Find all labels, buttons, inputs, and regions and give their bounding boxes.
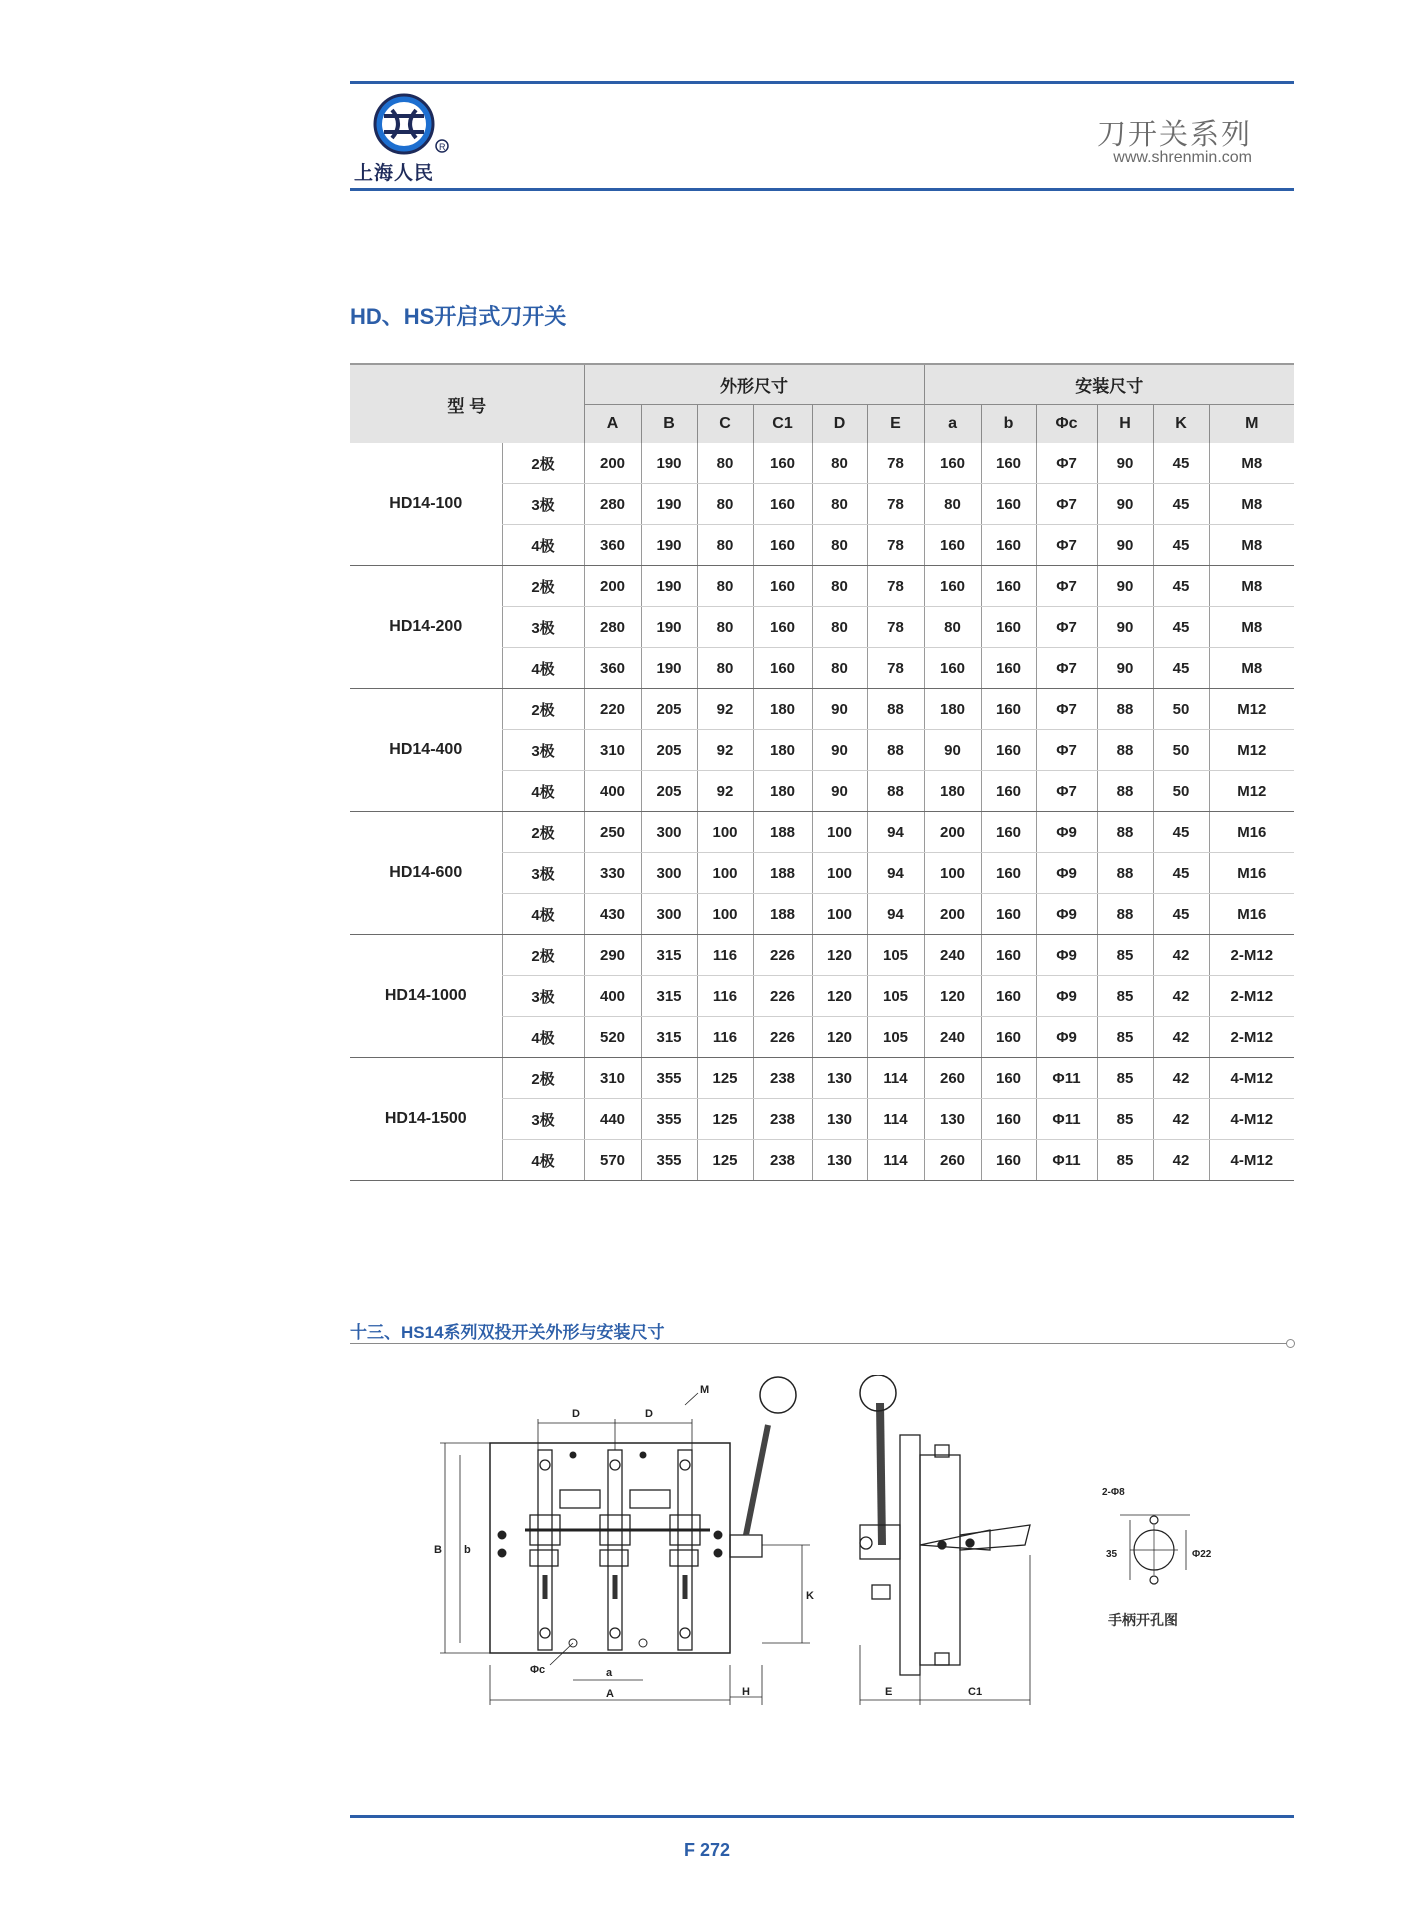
value-cell: 90	[1097, 525, 1153, 566]
value-cell: Φ7	[1036, 525, 1097, 566]
value-cell: 45	[1153, 894, 1209, 935]
value-cell: 300	[641, 853, 697, 894]
table-body	[350, 443, 1294, 1181]
value-cell: 85	[1097, 976, 1153, 1017]
value-cell: 400	[584, 771, 641, 812]
value-cell: Φ7	[1036, 771, 1097, 812]
value-cell: 92	[697, 730, 753, 771]
pole-cell: 2极	[502, 1058, 584, 1099]
section-title: HD、HS开启式刀开关	[350, 304, 567, 329]
pole-cell: 2极	[502, 443, 584, 484]
dim-label-35: 35	[1106, 1549, 1118, 1560]
value-cell: 238	[753, 1140, 812, 1181]
value-cell: 238	[753, 1058, 812, 1099]
value-cell: 190	[641, 648, 697, 689]
value-cell: M8	[1209, 648, 1294, 689]
front-view	[434, 1377, 814, 1705]
value-cell: 310	[584, 1058, 641, 1099]
value-cell: 90	[812, 771, 867, 812]
value-cell: 85	[1097, 1058, 1153, 1099]
value-cell: 188	[753, 853, 812, 894]
value-cell: 116	[697, 935, 753, 976]
value-cell: 160	[753, 607, 812, 648]
value-cell: 160	[981, 935, 1036, 976]
value-cell: 42	[1153, 1017, 1209, 1058]
value-cell: 160	[981, 1140, 1036, 1181]
table-row	[350, 443, 1294, 484]
column-header: C	[697, 405, 753, 444]
value-cell: 105	[867, 935, 924, 976]
pole-cell: 4极	[502, 1017, 584, 1058]
value-cell: M12	[1209, 771, 1294, 812]
value-cell: 240	[924, 935, 981, 976]
value-cell: 100	[924, 853, 981, 894]
table-row	[350, 566, 1294, 607]
value-cell: 80	[697, 566, 753, 607]
value-cell: 85	[1097, 1140, 1153, 1181]
model-cell: HD14-200	[350, 566, 502, 689]
value-cell: 160	[924, 525, 981, 566]
value-cell: 120	[812, 976, 867, 1017]
value-cell: M12	[1209, 730, 1294, 771]
value-cell: M8	[1209, 525, 1294, 566]
value-cell: 360	[584, 525, 641, 566]
dim-label-E: E	[885, 1686, 893, 1698]
value-cell: 80	[812, 443, 867, 484]
value-cell: 80	[697, 607, 753, 648]
value-cell: 160	[753, 484, 812, 525]
value-cell: 78	[867, 648, 924, 689]
dim-label-H: H	[742, 1686, 750, 1698]
value-cell: 190	[641, 566, 697, 607]
value-cell: 2-M12	[1209, 976, 1294, 1017]
value-cell: 2-M12	[1209, 1017, 1294, 1058]
table-row	[350, 812, 1294, 853]
value-cell: Φ9	[1036, 976, 1097, 1017]
value-cell: 200	[584, 566, 641, 607]
value-cell: 200	[584, 443, 641, 484]
value-cell: 88	[1097, 730, 1153, 771]
value-cell: 160	[981, 730, 1036, 771]
value-cell: 45	[1153, 853, 1209, 894]
pole-cell: 2极	[502, 812, 584, 853]
value-cell: 100	[697, 894, 753, 935]
value-cell: 85	[1097, 1099, 1153, 1140]
value-cell: 260	[924, 1140, 981, 1181]
value-cell: 45	[1153, 484, 1209, 525]
value-cell: 205	[641, 771, 697, 812]
value-cell: 125	[697, 1140, 753, 1181]
pole-cell: 2极	[502, 935, 584, 976]
value-cell: 130	[812, 1058, 867, 1099]
value-cell: M16	[1209, 894, 1294, 935]
value-cell: 105	[867, 976, 924, 1017]
value-cell: 90	[812, 730, 867, 771]
value-cell: 2-M12	[1209, 935, 1294, 976]
value-cell: 315	[641, 1017, 697, 1058]
value-cell: 85	[1097, 1017, 1153, 1058]
value-cell: 125	[697, 1099, 753, 1140]
value-cell: 200	[924, 894, 981, 935]
value-cell: 88	[1097, 771, 1153, 812]
value-cell: 160	[924, 566, 981, 607]
value-cell: 114	[867, 1099, 924, 1140]
pole-cell: 4极	[502, 1140, 584, 1181]
column-header: Φc	[1036, 405, 1097, 444]
value-cell: 226	[753, 1017, 812, 1058]
value-cell: 116	[697, 976, 753, 1017]
value-cell: 80	[812, 566, 867, 607]
value-cell: 78	[867, 484, 924, 525]
value-cell: 520	[584, 1017, 641, 1058]
pole-cell: 2极	[502, 689, 584, 730]
value-cell: Φ7	[1036, 443, 1097, 484]
value-cell: 160	[753, 648, 812, 689]
value-cell: 300	[641, 894, 697, 935]
value-cell: 88	[867, 689, 924, 730]
value-cell: 120	[924, 976, 981, 1017]
value-cell: 355	[641, 1099, 697, 1140]
column-header: C1	[753, 405, 812, 444]
value-cell: 160	[981, 443, 1036, 484]
column-header: H	[1097, 405, 1153, 444]
model-cell: HD14-1000	[350, 935, 502, 1058]
value-cell: Φ9	[1036, 853, 1097, 894]
pole-cell: 3极	[502, 1099, 584, 1140]
column-header: K	[1153, 405, 1209, 444]
dim-label-M: M	[700, 1384, 710, 1396]
value-cell: 88	[1097, 812, 1153, 853]
value-cell: 114	[867, 1058, 924, 1099]
value-cell: 440	[584, 1099, 641, 1140]
value-cell: Φ9	[1036, 812, 1097, 853]
value-cell: 4-M12	[1209, 1099, 1294, 1140]
value-cell: 88	[1097, 894, 1153, 935]
value-cell: 360	[584, 648, 641, 689]
value-cell: 80	[812, 525, 867, 566]
dim-label-a: a	[606, 1667, 613, 1679]
value-cell: 190	[641, 607, 697, 648]
dim-label-K: K	[806, 1590, 814, 1602]
value-cell: Φ7	[1036, 566, 1097, 607]
value-cell: 45	[1153, 566, 1209, 607]
value-cell: 90	[1097, 443, 1153, 484]
value-cell: 100	[812, 812, 867, 853]
value-cell: 160	[981, 1099, 1036, 1140]
dim-label-hole: 2-Φ8	[1102, 1487, 1125, 1498]
value-cell: M12	[1209, 689, 1294, 730]
dim-label-C1: C1	[968, 1686, 983, 1698]
value-cell: 78	[867, 607, 924, 648]
value-cell: Φ9	[1036, 894, 1097, 935]
value-cell: 220	[584, 689, 641, 730]
value-cell: 160	[981, 525, 1036, 566]
value-cell: Φ7	[1036, 607, 1097, 648]
header-top-rule	[350, 81, 1294, 84]
value-cell: 100	[697, 853, 753, 894]
hole-detail-caption: 手柄开孔图	[1108, 1612, 1178, 1628]
value-cell: 100	[812, 894, 867, 935]
value-cell: 315	[641, 935, 697, 976]
column-header: D	[812, 405, 867, 444]
value-cell: 88	[867, 771, 924, 812]
value-cell: 116	[697, 1017, 753, 1058]
pole-cell: 3极	[502, 607, 584, 648]
value-cell: 130	[812, 1140, 867, 1181]
value-cell: 80	[924, 484, 981, 525]
value-cell: Φ11	[1036, 1140, 1097, 1181]
value-cell: M8	[1209, 484, 1294, 525]
technical-drawing	[430, 1375, 1230, 1735]
value-cell: 88	[1097, 853, 1153, 894]
value-cell: 88	[1097, 689, 1153, 730]
value-cell: 120	[812, 935, 867, 976]
dimension-table	[350, 363, 1294, 1181]
value-cell: 160	[981, 853, 1036, 894]
value-cell: 190	[641, 525, 697, 566]
pole-cell: 4极	[502, 648, 584, 689]
dim-label-B: B	[434, 1544, 442, 1556]
value-cell: 250	[584, 812, 641, 853]
value-cell: 160	[981, 607, 1036, 648]
model-cell: HD14-100	[350, 443, 502, 566]
value-cell: 50	[1153, 771, 1209, 812]
value-cell: 160	[981, 648, 1036, 689]
value-cell: 180	[924, 689, 981, 730]
value-cell: 190	[641, 443, 697, 484]
value-cell: 205	[641, 730, 697, 771]
value-cell: 190	[641, 484, 697, 525]
value-cell: 120	[812, 1017, 867, 1058]
value-cell: Φ7	[1036, 689, 1097, 730]
value-cell: 42	[1153, 976, 1209, 1017]
value-cell: 226	[753, 935, 812, 976]
value-cell: 160	[981, 689, 1036, 730]
subsection-rule	[350, 1343, 1288, 1344]
value-cell: 80	[697, 648, 753, 689]
value-cell: 180	[753, 771, 812, 812]
value-cell: M16	[1209, 853, 1294, 894]
subsection-title: 十三、HS14系列双投开关外形与安装尺寸	[350, 1323, 665, 1342]
value-cell: 80	[697, 525, 753, 566]
table-row	[350, 935, 1294, 976]
pole-cell: 3极	[502, 976, 584, 1017]
value-cell: 160	[753, 566, 812, 607]
value-cell: 4-M12	[1209, 1058, 1294, 1099]
value-cell: 42	[1153, 1099, 1209, 1140]
footer-rule	[350, 1815, 1294, 1818]
value-cell: 160	[924, 443, 981, 484]
value-cell: 90	[1097, 648, 1153, 689]
column-header: E	[867, 405, 924, 444]
column-header: M	[1209, 405, 1294, 444]
dim-label-b: b	[464, 1544, 471, 1556]
value-cell: 94	[867, 853, 924, 894]
value-cell: 92	[697, 771, 753, 812]
column-header: B	[641, 405, 697, 444]
value-cell: 160	[753, 525, 812, 566]
website-link[interactable]: www.shrenmin.com	[1113, 149, 1252, 166]
value-cell: 4-M12	[1209, 1140, 1294, 1181]
value-cell: 114	[867, 1140, 924, 1181]
value-cell: 42	[1153, 1140, 1209, 1181]
value-cell: Φ9	[1036, 1017, 1097, 1058]
value-cell: 92	[697, 689, 753, 730]
value-cell: 570	[584, 1140, 641, 1181]
pole-cell: 2极	[502, 566, 584, 607]
value-cell: 130	[812, 1099, 867, 1140]
value-cell: 80	[812, 484, 867, 525]
install-dimensions-header: 安装尺寸	[924, 364, 1294, 405]
svg-text:R: R	[439, 142, 446, 152]
pole-cell: 4极	[502, 771, 584, 812]
value-cell: 355	[641, 1140, 697, 1181]
value-cell: 160	[753, 443, 812, 484]
handle-hole-detail	[1102, 1487, 1212, 1584]
value-cell: 200	[924, 812, 981, 853]
value-cell: 238	[753, 1099, 812, 1140]
subsection-rule-end	[1286, 1339, 1295, 1348]
value-cell: 315	[641, 976, 697, 1017]
value-cell: 188	[753, 894, 812, 935]
model-cell: HD14-400	[350, 689, 502, 812]
side-view	[860, 1375, 1030, 1705]
value-cell: Φ11	[1036, 1099, 1097, 1140]
value-cell: 105	[867, 1017, 924, 1058]
value-cell: 180	[753, 689, 812, 730]
pole-cell: 4极	[502, 894, 584, 935]
value-cell: 80	[924, 607, 981, 648]
dim-label-D1: D	[572, 1408, 580, 1420]
value-cell: 240	[924, 1017, 981, 1058]
value-cell: 180	[753, 730, 812, 771]
model-header: 型 号	[350, 364, 584, 443]
value-cell: 85	[1097, 935, 1153, 976]
value-cell: 90	[1097, 607, 1153, 648]
value-cell: 160	[981, 812, 1036, 853]
value-cell: 355	[641, 1058, 697, 1099]
model-cell: HD14-1500	[350, 1058, 502, 1181]
value-cell: 100	[697, 812, 753, 853]
value-cell: Φ7	[1036, 648, 1097, 689]
value-cell: 300	[641, 812, 697, 853]
value-cell: 180	[924, 771, 981, 812]
pole-cell: 3极	[502, 730, 584, 771]
value-cell: 78	[867, 443, 924, 484]
dim-label-phic: Φc	[530, 1664, 546, 1676]
column-header: a	[924, 405, 981, 444]
header-bottom-rule	[350, 188, 1294, 191]
value-cell: 226	[753, 976, 812, 1017]
value-cell: 160	[981, 771, 1036, 812]
value-cell: 160	[981, 1017, 1036, 1058]
value-cell: 78	[867, 525, 924, 566]
value-cell: 45	[1153, 525, 1209, 566]
value-cell: 90	[812, 689, 867, 730]
value-cell: M8	[1209, 443, 1294, 484]
value-cell: 160	[981, 894, 1036, 935]
value-cell: Φ7	[1036, 484, 1097, 525]
value-cell: M16	[1209, 812, 1294, 853]
value-cell: 100	[812, 853, 867, 894]
value-cell: 80	[812, 607, 867, 648]
pole-cell: 3极	[502, 484, 584, 525]
table-row	[350, 1058, 1294, 1099]
value-cell: 50	[1153, 730, 1209, 771]
value-cell: 280	[584, 607, 641, 648]
value-cell: 45	[1153, 607, 1209, 648]
value-cell: 45	[1153, 443, 1209, 484]
value-cell: 160	[981, 484, 1036, 525]
value-cell: 94	[867, 812, 924, 853]
value-cell: 125	[697, 1058, 753, 1099]
value-cell: 310	[584, 730, 641, 771]
column-header: b	[981, 405, 1036, 444]
value-cell: 94	[867, 894, 924, 935]
table-row	[350, 689, 1294, 730]
value-cell: 160	[981, 976, 1036, 1017]
value-cell: M8	[1209, 607, 1294, 648]
value-cell: 80	[697, 484, 753, 525]
pole-cell: 3极	[502, 853, 584, 894]
value-cell: Φ7	[1036, 730, 1097, 771]
dim-label-A: A	[606, 1688, 614, 1700]
value-cell: 90	[924, 730, 981, 771]
value-cell: 42	[1153, 935, 1209, 976]
value-cell: 188	[753, 812, 812, 853]
value-cell: 45	[1153, 648, 1209, 689]
value-cell: 90	[1097, 484, 1153, 525]
value-cell: 400	[584, 976, 641, 1017]
value-cell: 80	[812, 648, 867, 689]
value-cell: 290	[584, 935, 641, 976]
series-title: 刀开关系列	[1096, 119, 1252, 151]
value-cell: Φ11	[1036, 1058, 1097, 1099]
dim-label-22: Φ22	[1192, 1549, 1212, 1560]
column-header: A	[584, 405, 641, 444]
value-cell: 160	[924, 648, 981, 689]
model-cell: HD14-600	[350, 812, 502, 935]
value-cell: M8	[1209, 566, 1294, 607]
page-number: F 272	[683, 1840, 731, 1860]
value-cell: 160	[981, 566, 1036, 607]
value-cell: 50	[1153, 689, 1209, 730]
value-cell: 430	[584, 894, 641, 935]
value-cell: 90	[1097, 566, 1153, 607]
value-cell: 130	[924, 1099, 981, 1140]
value-cell: 80	[697, 443, 753, 484]
value-cell: 42	[1153, 1058, 1209, 1099]
outline-dimensions-header: 外形尺寸	[584, 364, 924, 405]
value-cell: 88	[867, 730, 924, 771]
value-cell: 78	[867, 566, 924, 607]
dim-label-D2: D	[645, 1408, 653, 1420]
value-cell: 160	[981, 1058, 1036, 1099]
value-cell: 205	[641, 689, 697, 730]
value-cell: 45	[1153, 812, 1209, 853]
pole-cell: 4极	[502, 525, 584, 566]
value-cell: Φ9	[1036, 935, 1097, 976]
value-cell: 280	[584, 484, 641, 525]
value-cell: 330	[584, 853, 641, 894]
brand-name: 上海人民	[354, 163, 435, 184]
value-cell: 260	[924, 1058, 981, 1099]
